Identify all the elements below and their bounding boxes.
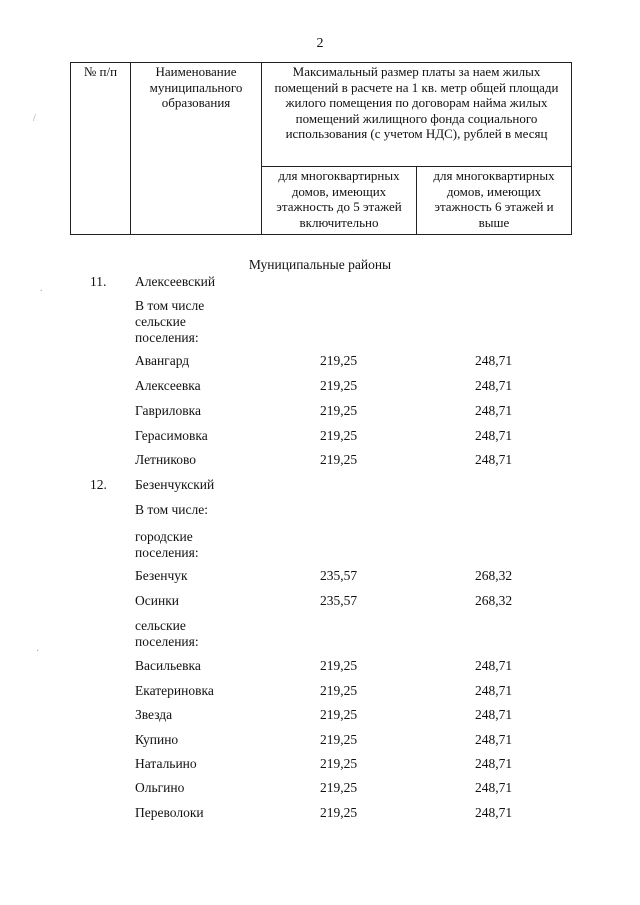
header-col-name: Наименование муниципального образования (131, 63, 262, 235)
row-value-6-plus: 268,32 (475, 593, 513, 608)
row-value-6-plus: 268,32 (475, 568, 513, 583)
row-name: В том числе сельские поселения: (135, 298, 205, 345)
header-subcol-up-to-5-floors: для многоквартирных домов, имеющих этажность до 5 этажей включительно (262, 167, 417, 235)
row-name: Алексеевка (135, 378, 201, 393)
section-title: Муниципальные районы (248, 257, 392, 272)
row-name: Васильевка (135, 658, 201, 673)
row-name: Алексеевский (135, 274, 216, 289)
row-name: Осинки (135, 593, 179, 608)
row-value-up-to-5: 235,57 (320, 593, 358, 608)
row-name: Авангард (135, 353, 190, 368)
row-name: Безенчукский (135, 477, 215, 492)
row-value-up-to-5: 219,25 (320, 732, 358, 747)
row-value-6-plus: 248,71 (475, 707, 513, 722)
row-value-up-to-5: 219,25 (320, 403, 358, 418)
row-value-6-plus: 248,71 (475, 403, 513, 418)
row-name: В том числе: (135, 502, 208, 517)
row-name: Звезда (135, 707, 173, 722)
scan-speck: / (33, 113, 36, 124)
row-value-up-to-5: 219,25 (320, 683, 358, 698)
row-value-up-to-5: 219,25 (320, 805, 358, 820)
scan-speck: · (36, 646, 40, 657)
row-value-6-plus: 248,71 (475, 658, 513, 673)
row-name: Екатериновка (135, 683, 214, 698)
header-col-price: Максимальный размер платы за наем жилых помещений в расчете на 1 кв. метр общей площади жилого помещения по договорам найма жилых помещений жилищного фонда социального использования (с учетом НДС), рублей в месяц (262, 63, 572, 167)
row-value-up-to-5: 219,25 (320, 658, 358, 673)
row-name: Натальино (135, 756, 197, 771)
row-name: Безенчук (135, 568, 188, 583)
row-value-6-plus: 248,71 (475, 805, 513, 820)
row-value-6-plus: 248,71 (475, 756, 513, 771)
row-value-6-plus: 248,71 (475, 452, 513, 467)
row-value-6-plus: 248,71 (475, 378, 513, 393)
row-value-6-plus: 248,71 (475, 683, 513, 698)
row-name: Купино (135, 732, 179, 747)
header-subcol-6-floors-and-above: для многоквартирных домов, имеющих этажность 6 этажей и выше (417, 167, 572, 235)
row-name: Переволоки (135, 805, 204, 820)
row-value-6-plus: 248,71 (475, 780, 513, 795)
row-value-up-to-5: 219,25 (320, 780, 358, 795)
row-name: Ольгино (135, 780, 185, 795)
row-value-up-to-5: 219,25 (320, 707, 358, 722)
row-number: 12. (90, 477, 107, 492)
row-value-6-plus: 248,71 (475, 428, 513, 443)
row-name: сельские поселения: (135, 618, 199, 649)
row-value-6-plus: 248,71 (475, 732, 513, 747)
row-number: 11. (90, 274, 107, 289)
page-number: 2 (316, 36, 324, 51)
scan-speck: . (40, 283, 43, 294)
row-value-up-to-5: 235,57 (320, 568, 358, 583)
header-col-number: № п/п (71, 63, 131, 235)
row-name: городские поселения: (135, 529, 199, 560)
row-name: Гавриловка (135, 403, 202, 418)
row-name: Летниково (135, 452, 197, 467)
row-name: Герасимовка (135, 428, 208, 443)
row-value-up-to-5: 219,25 (320, 452, 358, 467)
row-value-up-to-5: 219,25 (320, 428, 358, 443)
row-value-up-to-5: 219,25 (320, 353, 358, 368)
row-value-up-to-5: 219,25 (320, 756, 358, 771)
row-value-6-plus: 248,71 (475, 353, 513, 368)
row-value-up-to-5: 219,25 (320, 378, 358, 393)
